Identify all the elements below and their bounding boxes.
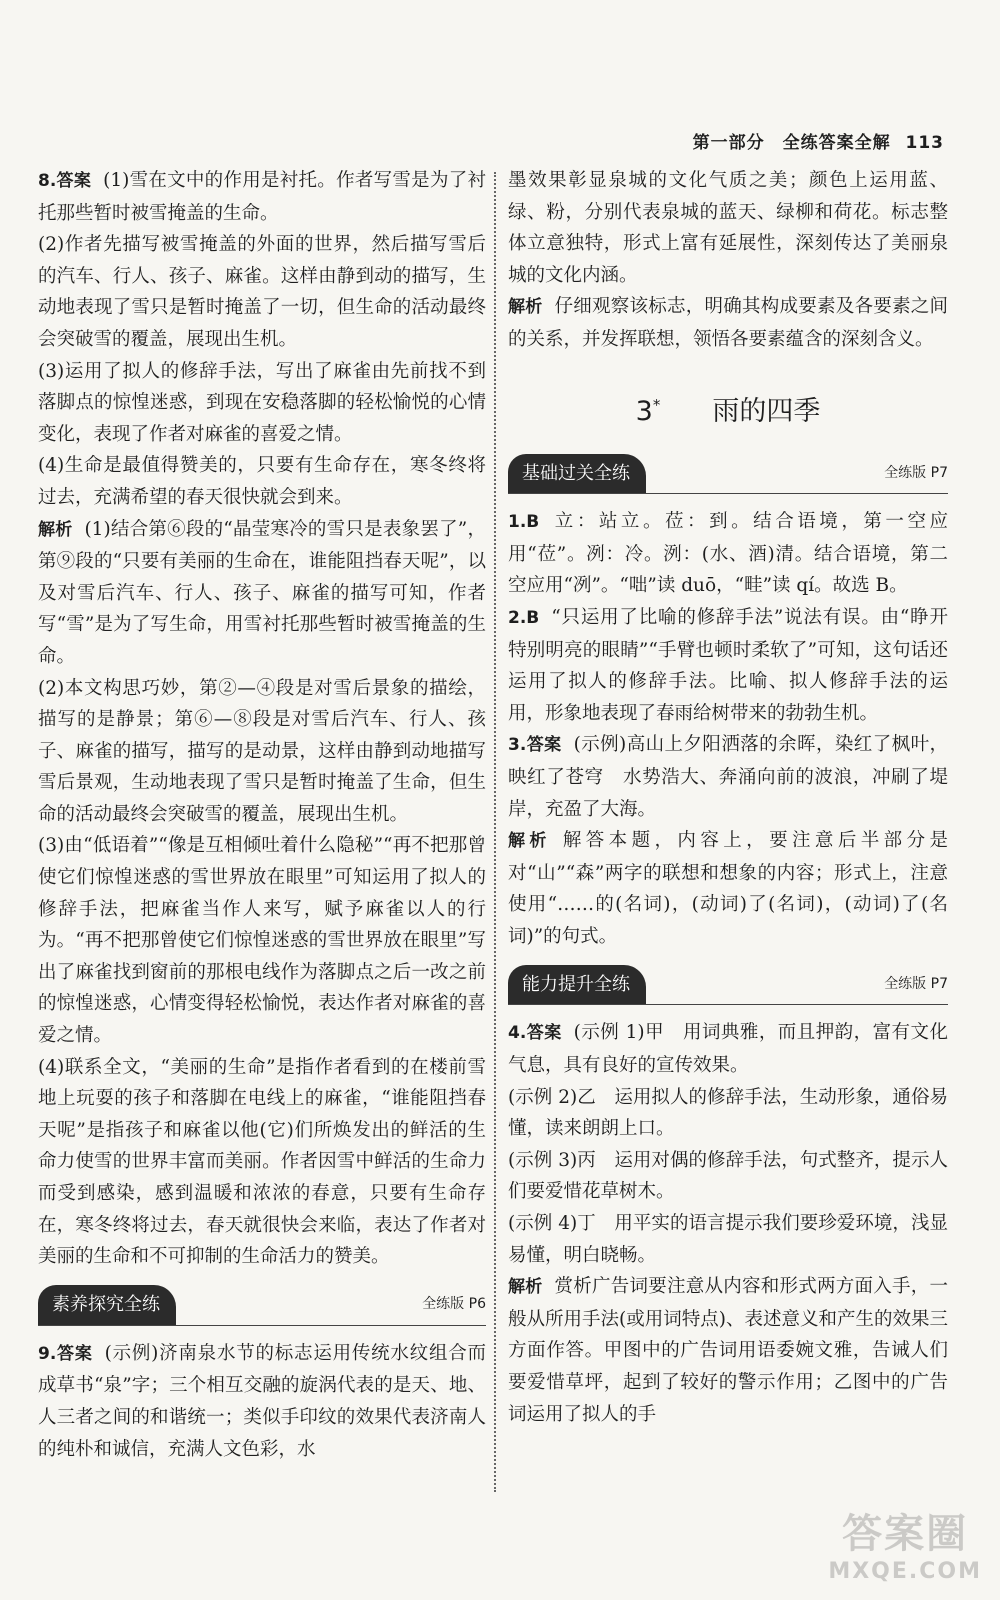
left-column [38, 165, 486, 1465]
section-header-suyang [38, 1289, 486, 1326]
q4-answer-4: (示例 4)丁 用平实的语言提示我们要珍爱环境，浅显易懂，明白晓畅。 [508, 1213, 948, 1266]
section-ref: 全练版 P6 [422, 1296, 486, 1313]
q4-label: 4.答案 [508, 1023, 562, 1044]
section-ref: 全练版 P7 [884, 464, 948, 481]
q8-label: 8.答案 [38, 171, 92, 191]
column-divider [494, 172, 496, 1492]
q8-analysis-label: 解析 [38, 519, 73, 540]
q4-analysis-label: 解析 [508, 1277, 543, 1298]
header-part: 第一部分 全练答案全解 [692, 133, 891, 153]
page-number: 113 [905, 133, 944, 153]
q1-answer: 1.B 立：站立。莅：到。结合语境，第一空应用“莅”。冽：冷。洌：(水、酒)清。结合语境，第二空应用“冽”。“咄”读 duō，“畦”读 qí。故选 B。 [508, 511, 948, 597]
q4-answer-1: 4.答案 (示例 1)甲 用词典雅，而且押韵，富有文化气息，具有良好的宣传效果。 [508, 1022, 948, 1077]
q8-answer-1: 8.答案 (1)雪在文中的作用是衬托。作者写雪是为了衬托那些暂时被雪掩盖的生命。 [38, 170, 486, 224]
q8-analysis-4: (4)联系全文，“美丽的生命”是指作者看到的在楼前雪地上玩耍的孩子和落脚在电线上的麻雀，“谁能阻挡春天呢”是指孩子和麻雀以他(它)们所焕发出的鲜活的生命力使雪的世界丰富而美丽。作者因雪中鲜活的生命力而受到感染，感到温暖和浓浓的春意，只要有生命存在，寒冬终将过去，春天就很快会来临，表达了作者对美丽的生命和不可抑制的生命活力的赞美。 [38, 1056, 486, 1268]
q4-answer-2: (示例 2)乙 运用拟人的修辞手法，生动形象，通俗易懂，读来朗朗上口。 [508, 1086, 948, 1140]
q4-analysis: 解析 赏析广告词要注意从内容和形式两方面入手，一般从所用手法(或用词特点)、表述意义和产生的效果三方面作答。甲图中的广告词用语委婉文雅，告诫人们要爱惜草坪，起到了较好的警示作用；乙图中的广告词运用了拟人的手 [508, 1276, 948, 1425]
section-title: 能力提升全练 [508, 965, 646, 1005]
lesson-name: 雨的四季 [712, 395, 821, 427]
q9-label: 9.答案 [38, 1343, 93, 1364]
q3-analysis-label: 解析 [508, 831, 551, 852]
q8-analysis-3: (3)由“低语着”“像是互相倾吐着什么隐秘”“再不把那曾使它们惊惶迷惑的雪世界放在眼里”可知运用了拟人的修辞手法，把麻雀当作人来写，赋予麻雀以人的行为。“再不把那曾使它们惊惶迷惑的雪世界放在眼里”写出了麻雀找到窗前的那根电线作为落脚点之后一改之前的惊惶迷惑，心情变得轻松愉悦，表达作者对麻雀的喜爱之情。 [38, 835, 486, 1047]
q2-answer: 2.B “只运用了比喻的修辞手法”说法有误。由“睁开特别明亮的眼睛”“手臂也顿时柔软了”可知，这句话还运用了拟人的修辞手法。比喻、拟人修辞手法的运用，形象地表现了春雨给树带来的勃勃生机。 [508, 606, 948, 724]
lesson-star: * [652, 395, 661, 414]
section-header-jichu [508, 457, 948, 494]
section-ref: 全练版 P7 [884, 975, 948, 992]
watermark-line-1: 答案圈 [842, 1511, 969, 1557]
q4-answer-3: (示例 3)丙 运用对偶的修辞手法，句式整齐，提示人们要爱惜花草树木。 [508, 1149, 948, 1203]
q8-analysis-2: (2)本文构思巧妙，第②—④段是对雪后景象的描绘，描写的是静景；第⑥—⑧段是对雪后汽车、行人、孩子、麻雀的描写，描写的是动景，这样由静到动地描写雪后景观，生动地表现了雪只是暂时掩盖了生命，但生命的活动最终会突破雪的覆盖，展现出生机。 [38, 677, 486, 825]
q8-analysis-1: 解析 (1)结合第⑥段的“晶莹寒冷的雪只是表象罢了”，第⑨段的“只要有美丽的生命在，谁能阻挡春天呢”，以及对雪后汽车、行人、孩子、麻雀的描写可知，作者写“雪”是为了写生命，用雪衬托那些暂时被雪掩盖的生命。 [38, 518, 486, 667]
q9-answer: 9.答案 (示例)济南泉水节的标志运用传统水纹组合而成草书“泉”字；三个相互交融的旋涡代表的是天、地、人三者之间的和谐统一；类似手印纹的效果代表济南人的纯朴和诚信，充满人文色彩，水 [38, 1342, 486, 1460]
q8-answer-4: (4)生命是最值得赞美的，只要有生命存在，寒冬终将过去，充满希望的春天很快就会到来。 [38, 455, 486, 508]
q9-analysis-label: 解析 [508, 297, 543, 318]
q8-answer-2: (2)作者先描写被雪掩盖的外面的世界，然后描写雪后的汽车、行人、孩子、麻雀。这样由静到动的描写，生动地表现了雪只是暂时掩盖了一切，但生命的活动最终会突破雪的覆盖，展现出生机。 [38, 234, 486, 350]
watermark-logo [828, 1502, 982, 1584]
section-header-nengli [508, 968, 948, 1005]
q1-label: 1.B [508, 512, 540, 533]
section-title: 素养探究全练 [38, 1285, 176, 1325]
q3-label: 3.答案 [508, 735, 562, 756]
q2-label: 2.B [508, 607, 540, 628]
watermark-line-2: MXQE.COM [828, 1559, 982, 1584]
q3-answer: 3.答案 (示例)高山上夕阳洒落的余晖，染红了枫叶，映红了苍穹 水势浩大、奔涌向前的波浪，冲刷了堤岸，充盈了大海。 [508, 734, 948, 820]
section-title: 基础过关全练 [508, 454, 646, 494]
q9-answer-continued: 墨效果彰显泉城的文化气质之美；颜色上运用蓝、绿、粉，分别代表泉城的蓝天、绿柳和荷花。标志整体立意独特，形式上富有延展性，深刻传达了美丽泉城的文化内涵。 [508, 170, 948, 286]
right-column [508, 165, 948, 1430]
q3-analysis: 解析 解答本题，内容上，要注意后半部分是对“山”“森”两字的联想和想象的内容；形式上，注意使用“……的(名词)，(动词)了(名词)，(动词)了(名词)”的句式。 [508, 830, 948, 947]
lesson-number: 3* [635, 395, 661, 427]
page-header [693, 128, 944, 153]
lesson-title [508, 390, 948, 428]
q9-analysis: 解析 仔细观察该标志，明确其构成要素及各要素之间的关系，并发挥联想，领悟各要素蕴含的深刻含义。 [508, 296, 948, 350]
q8-answer-3: (3)运用了拟人的修辞手法，写出了麻雀由先前找不到落脚点的惊惶迷惑，到现在安稳落脚的轻松愉悦的心情变化，表现了作者对麻雀的喜爱之情。 [38, 360, 486, 445]
